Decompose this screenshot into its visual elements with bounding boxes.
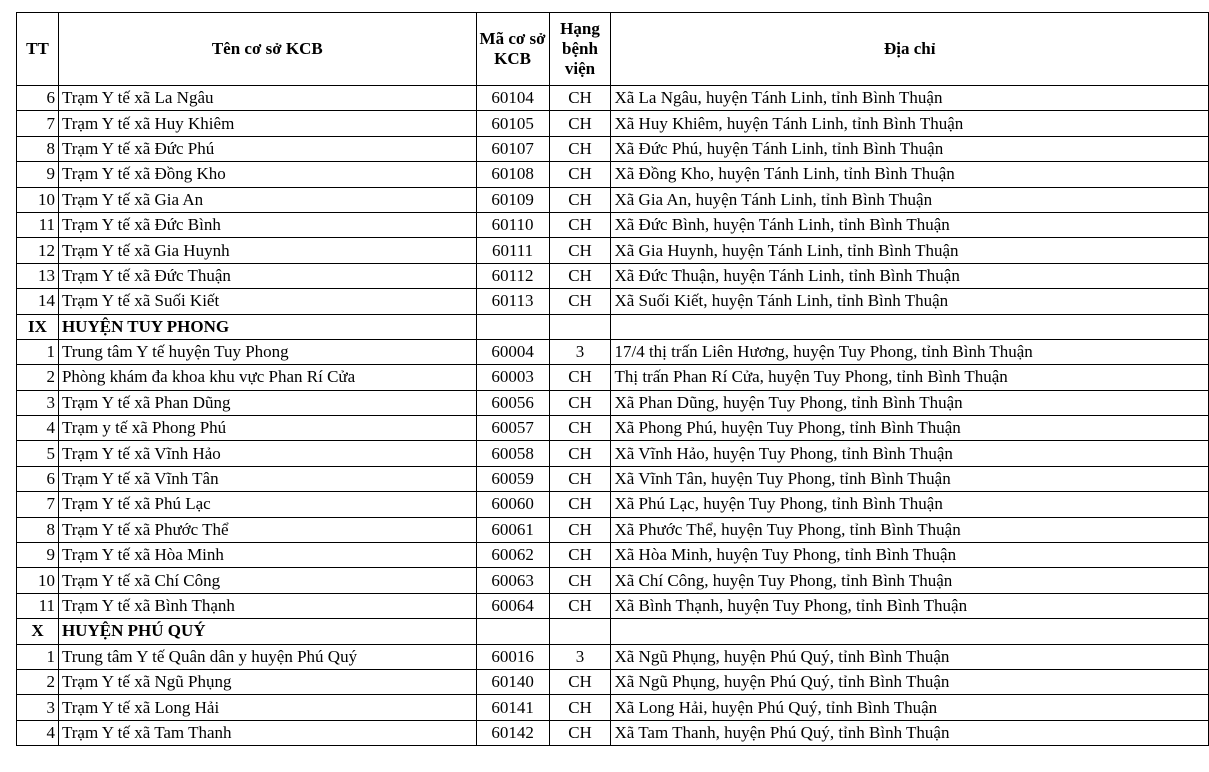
facility-address: Xã Gia Huynh, huyện Tánh Linh, tỉnh Bình Thuận (611, 238, 1209, 263)
facility-code: 60004 (476, 339, 549, 364)
hospital-rank: CH (549, 238, 611, 263)
facility-address: Xã Đức Bình, huyện Tánh Linh, tỉnh Bình Thuận (611, 212, 1209, 237)
row-tt: 9 (17, 162, 59, 187)
facility-name: Trạm Y tế xã Phước Thể (58, 517, 476, 542)
table-row (17, 212, 1209, 237)
facility-address: Xã Chí Công, huyện Tuy Phong, tỉnh Bình Thuận (611, 568, 1209, 593)
hospital-rank: CH (549, 86, 611, 111)
row-tt: 11 (17, 593, 59, 618)
facility-address: Xã Hòa Minh, huyện Tuy Phong, tỉnh Bình Thuận (611, 543, 1209, 568)
table-row (17, 339, 1209, 364)
table-row (17, 365, 1209, 390)
row-tt: 12 (17, 238, 59, 263)
row-tt: 10 (17, 568, 59, 593)
hospital-rank: CH (549, 720, 611, 745)
row-tt: 4 (17, 416, 59, 441)
facility-address: Xã Ngũ Phụng, huyện Phú Quý, tỉnh Bình Thuận (611, 669, 1209, 694)
facility-name: Trạm Y tế xã Vĩnh Tân (58, 466, 476, 491)
facility-code: 60105 (476, 111, 549, 136)
table-row (17, 162, 1209, 187)
facility-code: 60109 (476, 187, 549, 212)
facility-address: Xã Huy Khiêm, huyện Tánh Linh, tỉnh Bình Thuận (611, 111, 1209, 136)
table-row (17, 416, 1209, 441)
facility-code: 60107 (476, 136, 549, 161)
facility-name: Trạm Y tế xã Suối Kiết (58, 289, 476, 314)
hospital-rank: CH (549, 136, 611, 161)
row-tt: 8 (17, 136, 59, 161)
table-row (17, 669, 1209, 694)
facility-name: Phòng khám đa khoa khu vực Phan Rí Cửa (58, 365, 476, 390)
facility-address: Xã Đồng Kho, huyện Tánh Linh, tỉnh Bình Thuận (611, 162, 1209, 187)
facility-name: Trạm Y tế xã Vĩnh Hảo (58, 441, 476, 466)
facility-code: 60141 (476, 695, 549, 720)
header-hospital-rank: Hạng bệnh viện (549, 13, 611, 86)
facility-name: Trạm Y tế xã Gia An (58, 187, 476, 212)
facility-name: Trạm Y tế xã Tam Thanh (58, 720, 476, 745)
hospital-rank (549, 619, 611, 644)
hospital-rank: CH (549, 263, 611, 288)
table-row (17, 720, 1209, 745)
row-tt: 1 (17, 339, 59, 364)
facility-address: Xã Bình Thạnh, huyện Tuy Phong, tỉnh Bình Thuận (611, 593, 1209, 618)
facility-code (476, 619, 549, 644)
hospital-rank: CH (549, 289, 611, 314)
row-tt: 4 (17, 720, 59, 745)
facility-address: Xã Suối Kiết, huyện Tánh Linh, tỉnh Bình Thuận (611, 289, 1209, 314)
row-tt: 7 (17, 111, 59, 136)
facility-address: Xã Long Hải, huyện Phú Quý, tỉnh Bình Thuận (611, 695, 1209, 720)
facility-name: Trung tâm Y tế huyện Tuy Phong (58, 339, 476, 364)
facility-name: Trạm Y tế xã Long Hải (58, 695, 476, 720)
header-row (17, 13, 1209, 86)
facility-address (611, 314, 1209, 339)
table-header (17, 13, 1209, 86)
row-tt: 13 (17, 263, 59, 288)
facility-name: Trạm Y tế xã Phan Dũng (58, 390, 476, 415)
hospital-rank: CH (549, 543, 611, 568)
facility-name: Trạm Y tế xã Đức Phú (58, 136, 476, 161)
table-row (17, 492, 1209, 517)
facility-address: Xã Đức Phú, huyện Tánh Linh, tỉnh Bình Thuận (611, 136, 1209, 161)
table-row (17, 543, 1209, 568)
facility-name: Trạm Y tế xã Phú Lạc (58, 492, 476, 517)
hospital-rank: CH (549, 593, 611, 618)
facility-code: 60111 (476, 238, 549, 263)
facility-code (476, 314, 549, 339)
facility-name: Trạm Y tế xã Đức Bình (58, 212, 476, 237)
facility-code: 60062 (476, 543, 549, 568)
hospital-rank: CH (549, 111, 611, 136)
hospital-rank: CH (549, 517, 611, 542)
row-tt: 1 (17, 644, 59, 669)
facility-name: Trạm Y tế xã La Ngâu (58, 86, 476, 111)
row-tt: 6 (17, 86, 59, 111)
facility-code: 60104 (476, 86, 549, 111)
facility-address: Thị trấn Phan Rí Cửa, huyện Tuy Phong, tỉnh Bình Thuận (611, 365, 1209, 390)
row-tt: 8 (17, 517, 59, 542)
table-row (17, 187, 1209, 212)
row-tt: 6 (17, 466, 59, 491)
facility-address: Xã Vĩnh Tân, huyện Tuy Phong, tỉnh Bình Thuận (611, 466, 1209, 491)
row-tt: 7 (17, 492, 59, 517)
facility-name: Trạm Y tế xã Ngũ Phụng (58, 669, 476, 694)
table-row (17, 238, 1209, 263)
facility-name: HUYỆN TUY PHONG (58, 314, 476, 339)
table-row (17, 517, 1209, 542)
hospital-rank: CH (549, 466, 611, 491)
facility-table (16, 12, 1209, 746)
facility-code: 60140 (476, 669, 549, 694)
section-row (17, 314, 1209, 339)
hospital-rank: CH (549, 365, 611, 390)
facility-address: Xã Gia An, huyện Tánh Linh, tỉnh Bình Thuận (611, 187, 1209, 212)
facility-address: Xã Phước Thể, huyện Tuy Phong, tỉnh Bình Thuận (611, 517, 1209, 542)
header-facility-name: Tên cơ sở KCB (58, 13, 476, 86)
hospital-rank: CH (549, 695, 611, 720)
facility-name: Trạm Y tế xã Đức Thuận (58, 263, 476, 288)
row-tt: X (17, 619, 59, 644)
hospital-rank: CH (549, 492, 611, 517)
row-tt: 11 (17, 212, 59, 237)
table-row (17, 568, 1209, 593)
table-row (17, 390, 1209, 415)
hospital-rank: CH (549, 187, 611, 212)
facility-name: Trạm Y tế xã Huy Khiêm (58, 111, 476, 136)
facility-address: Xã Phú Lạc, huyện Tuy Phong, tỉnh Bình Thuận (611, 492, 1209, 517)
hospital-rank: CH (549, 669, 611, 694)
row-tt: IX (17, 314, 59, 339)
facility-address: Xã Ngũ Phụng, huyện Phú Quý, tỉnh Bình Thuận (611, 644, 1209, 669)
facility-code: 60063 (476, 568, 549, 593)
hospital-rank: CH (549, 416, 611, 441)
facility-address: Xã Phan Dũng, huyện Tuy Phong, tỉnh Bình Thuận (611, 390, 1209, 415)
facility-code: 60061 (476, 517, 549, 542)
header-address: Địa chỉ (611, 13, 1209, 86)
facility-code: 60110 (476, 212, 549, 237)
row-tt: 10 (17, 187, 59, 212)
row-tt: 3 (17, 695, 59, 720)
facility-name: Trạm Y tế xã Bình Thạnh (58, 593, 476, 618)
table-body (17, 86, 1209, 746)
table-row (17, 441, 1209, 466)
table-row (17, 695, 1209, 720)
facility-address: Xã Tam Thanh, huyện Phú Quý, tỉnh Bình Thuận (611, 720, 1209, 745)
hospital-rank: CH (549, 390, 611, 415)
hospital-rank (549, 314, 611, 339)
hospital-rank: CH (549, 212, 611, 237)
facility-address (611, 619, 1209, 644)
facility-address: Xã Đức Thuận, huyện Tánh Linh, tỉnh Bình Thuận (611, 263, 1209, 288)
facility-name: HUYỆN PHÚ QUÝ (58, 619, 476, 644)
facility-address: Xã Phong Phú, huyện Tuy Phong, tỉnh Bình Thuận (611, 416, 1209, 441)
hospital-rank: CH (549, 441, 611, 466)
facility-name: Trạm Y tế xã Hòa Minh (58, 543, 476, 568)
facility-code: 60058 (476, 441, 549, 466)
facility-name: Trạm y tế xã Phong Phú (58, 416, 476, 441)
table-row (17, 86, 1209, 111)
facility-name: Trung tâm Y tế Quân dân y huyện Phú Quý (58, 644, 476, 669)
facility-code: 60056 (476, 390, 549, 415)
facility-code: 60059 (476, 466, 549, 491)
section-row (17, 619, 1209, 644)
table-row (17, 466, 1209, 491)
table-row (17, 111, 1209, 136)
row-tt: 2 (17, 669, 59, 694)
table-row (17, 593, 1209, 618)
facility-code: 60108 (476, 162, 549, 187)
facility-code: 60112 (476, 263, 549, 288)
facility-name: Trạm Y tế xã Đồng Kho (58, 162, 476, 187)
table-row (17, 644, 1209, 669)
table-row (17, 136, 1209, 161)
hospital-rank: CH (549, 162, 611, 187)
facility-name: Trạm Y tế xã Chí Công (58, 568, 476, 593)
facility-code: 60057 (476, 416, 549, 441)
row-tt: 5 (17, 441, 59, 466)
facility-code: 60113 (476, 289, 549, 314)
hospital-rank: 3 (549, 644, 611, 669)
facility-code: 60142 (476, 720, 549, 745)
facility-address: Xã Vĩnh Hảo, huyện Tuy Phong, tỉnh Bình Thuận (611, 441, 1209, 466)
header-facility-code: Mã cơ sở KCB (476, 13, 549, 86)
table-row (17, 289, 1209, 314)
table-row (17, 263, 1209, 288)
row-tt: 2 (17, 365, 59, 390)
facility-code: 60003 (476, 365, 549, 390)
facility-address: 17/4 thị trấn Liên Hương, huyện Tuy Phong, tỉnh Bình Thuận (611, 339, 1209, 364)
row-tt: 14 (17, 289, 59, 314)
facility-address: Xã La Ngâu, huyện Tánh Linh, tỉnh Bình Thuận (611, 86, 1209, 111)
row-tt: 9 (17, 543, 59, 568)
facility-code: 60064 (476, 593, 549, 618)
facility-code: 60060 (476, 492, 549, 517)
facility-code: 60016 (476, 644, 549, 669)
facility-name: Trạm Y tế xã Gia Huynh (58, 238, 476, 263)
row-tt: 3 (17, 390, 59, 415)
header-tt: TT (17, 13, 59, 86)
hospital-rank: 3 (549, 339, 611, 364)
hospital-rank: CH (549, 568, 611, 593)
